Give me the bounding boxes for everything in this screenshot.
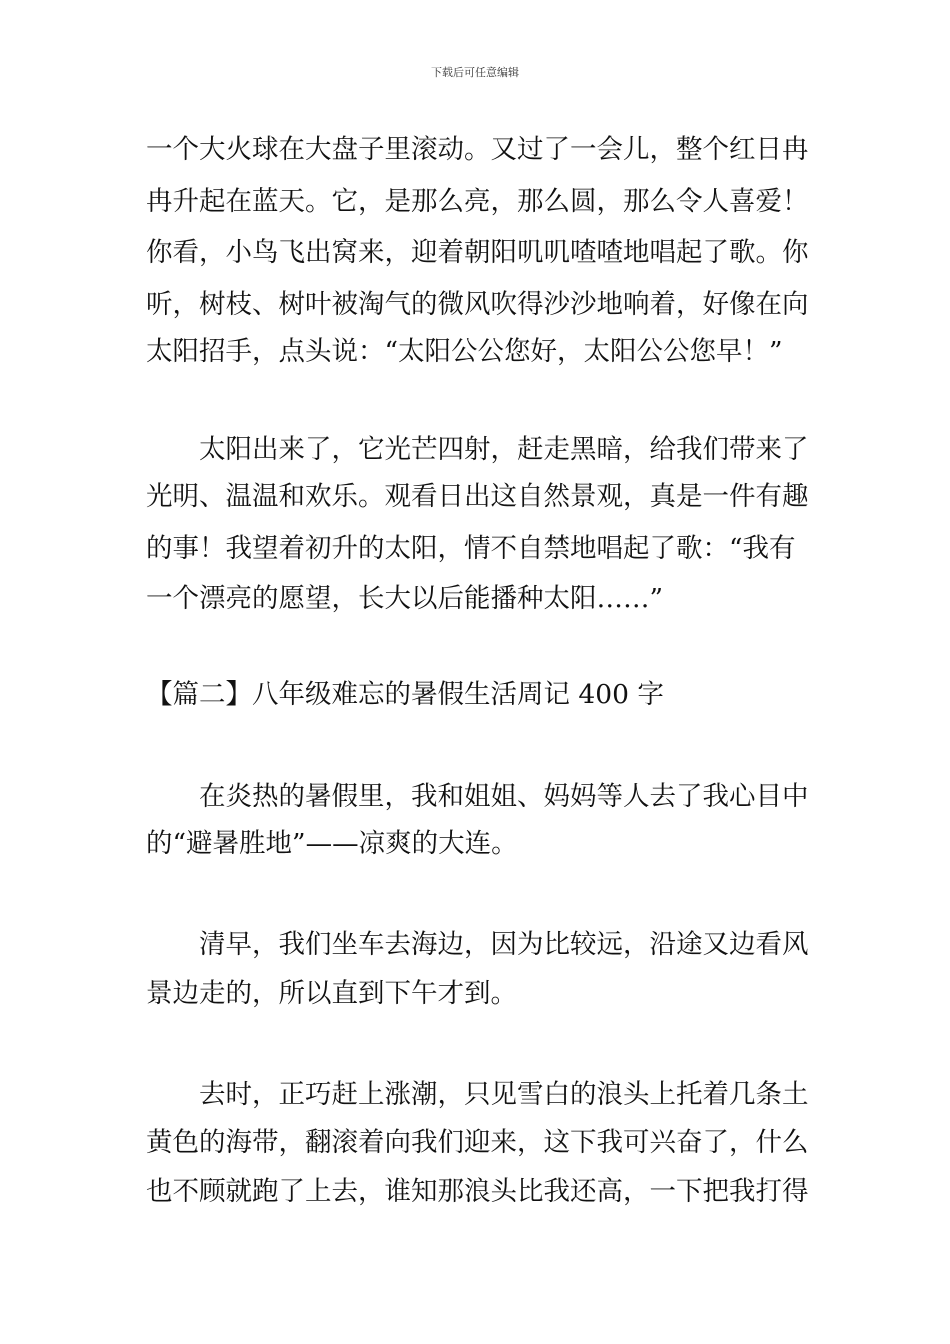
paragraph-line: 冉升起在蓝天。它，是那么亮，那么圆，那么令人喜爱！ <box>146 186 809 217</box>
paragraph-line: 景边走的，所以直到下午才到。 <box>146 978 517 1009</box>
section-heading: 【篇二】八年级难忘的暑假生活周记 400 字 <box>146 679 664 710</box>
paragraph-line: 听，树枝、树叶被淘气的微风吹得沙沙地响着，好像在向 <box>146 289 809 320</box>
paragraph-line: 的事！我望着初升的太阳，情不自禁地唱起了歌：“我有 <box>146 533 796 564</box>
paragraph-line: 清早，我们坐车去海边，因为比较远，沿途又边看风 <box>199 929 809 960</box>
paragraph-line: 光明、温温和欢乐。观看日出这自然景观，真是一件有趣 <box>146 481 809 512</box>
paragraph-line: 在炎热的暑假里，我和姐姐、妈妈等人去了我心目中 <box>199 781 809 812</box>
paragraph-line: 一个大火球在大盘子里滚动。又过了一会儿，整个红日冉 <box>146 134 809 165</box>
paragraph-line: 的“避暑胜地”——凉爽的大连。 <box>146 828 518 859</box>
paragraph-line: 也不顾就跑了上去，谁知那浪头比我还高，一下把我打得 <box>146 1176 809 1207</box>
paragraph-line: 太阳出来了，它光芒四射，赶走黑暗，给我们带来了 <box>199 434 809 465</box>
page-header: 下载后可任意编辑 <box>431 66 519 79</box>
paragraph-line: 黄色的海带，翻滚着向我们迎来，这下我可兴奋了，什么 <box>146 1127 809 1158</box>
paragraph-line: 一个漂亮的愿望，长大以后能播种太阳……” <box>146 583 664 614</box>
paragraph-line: 去时，正巧赶上涨潮，只见雪白的浪头上托着几条土 <box>199 1079 809 1110</box>
paragraph-line: 你看，小鸟飞出窝来，迎着朝阳叽叽喳喳地唱起了歌。你 <box>146 237 809 268</box>
paragraph-line: 太阳招手，点头说：“太阳公公您好，太阳公公您早！” <box>146 336 783 367</box>
